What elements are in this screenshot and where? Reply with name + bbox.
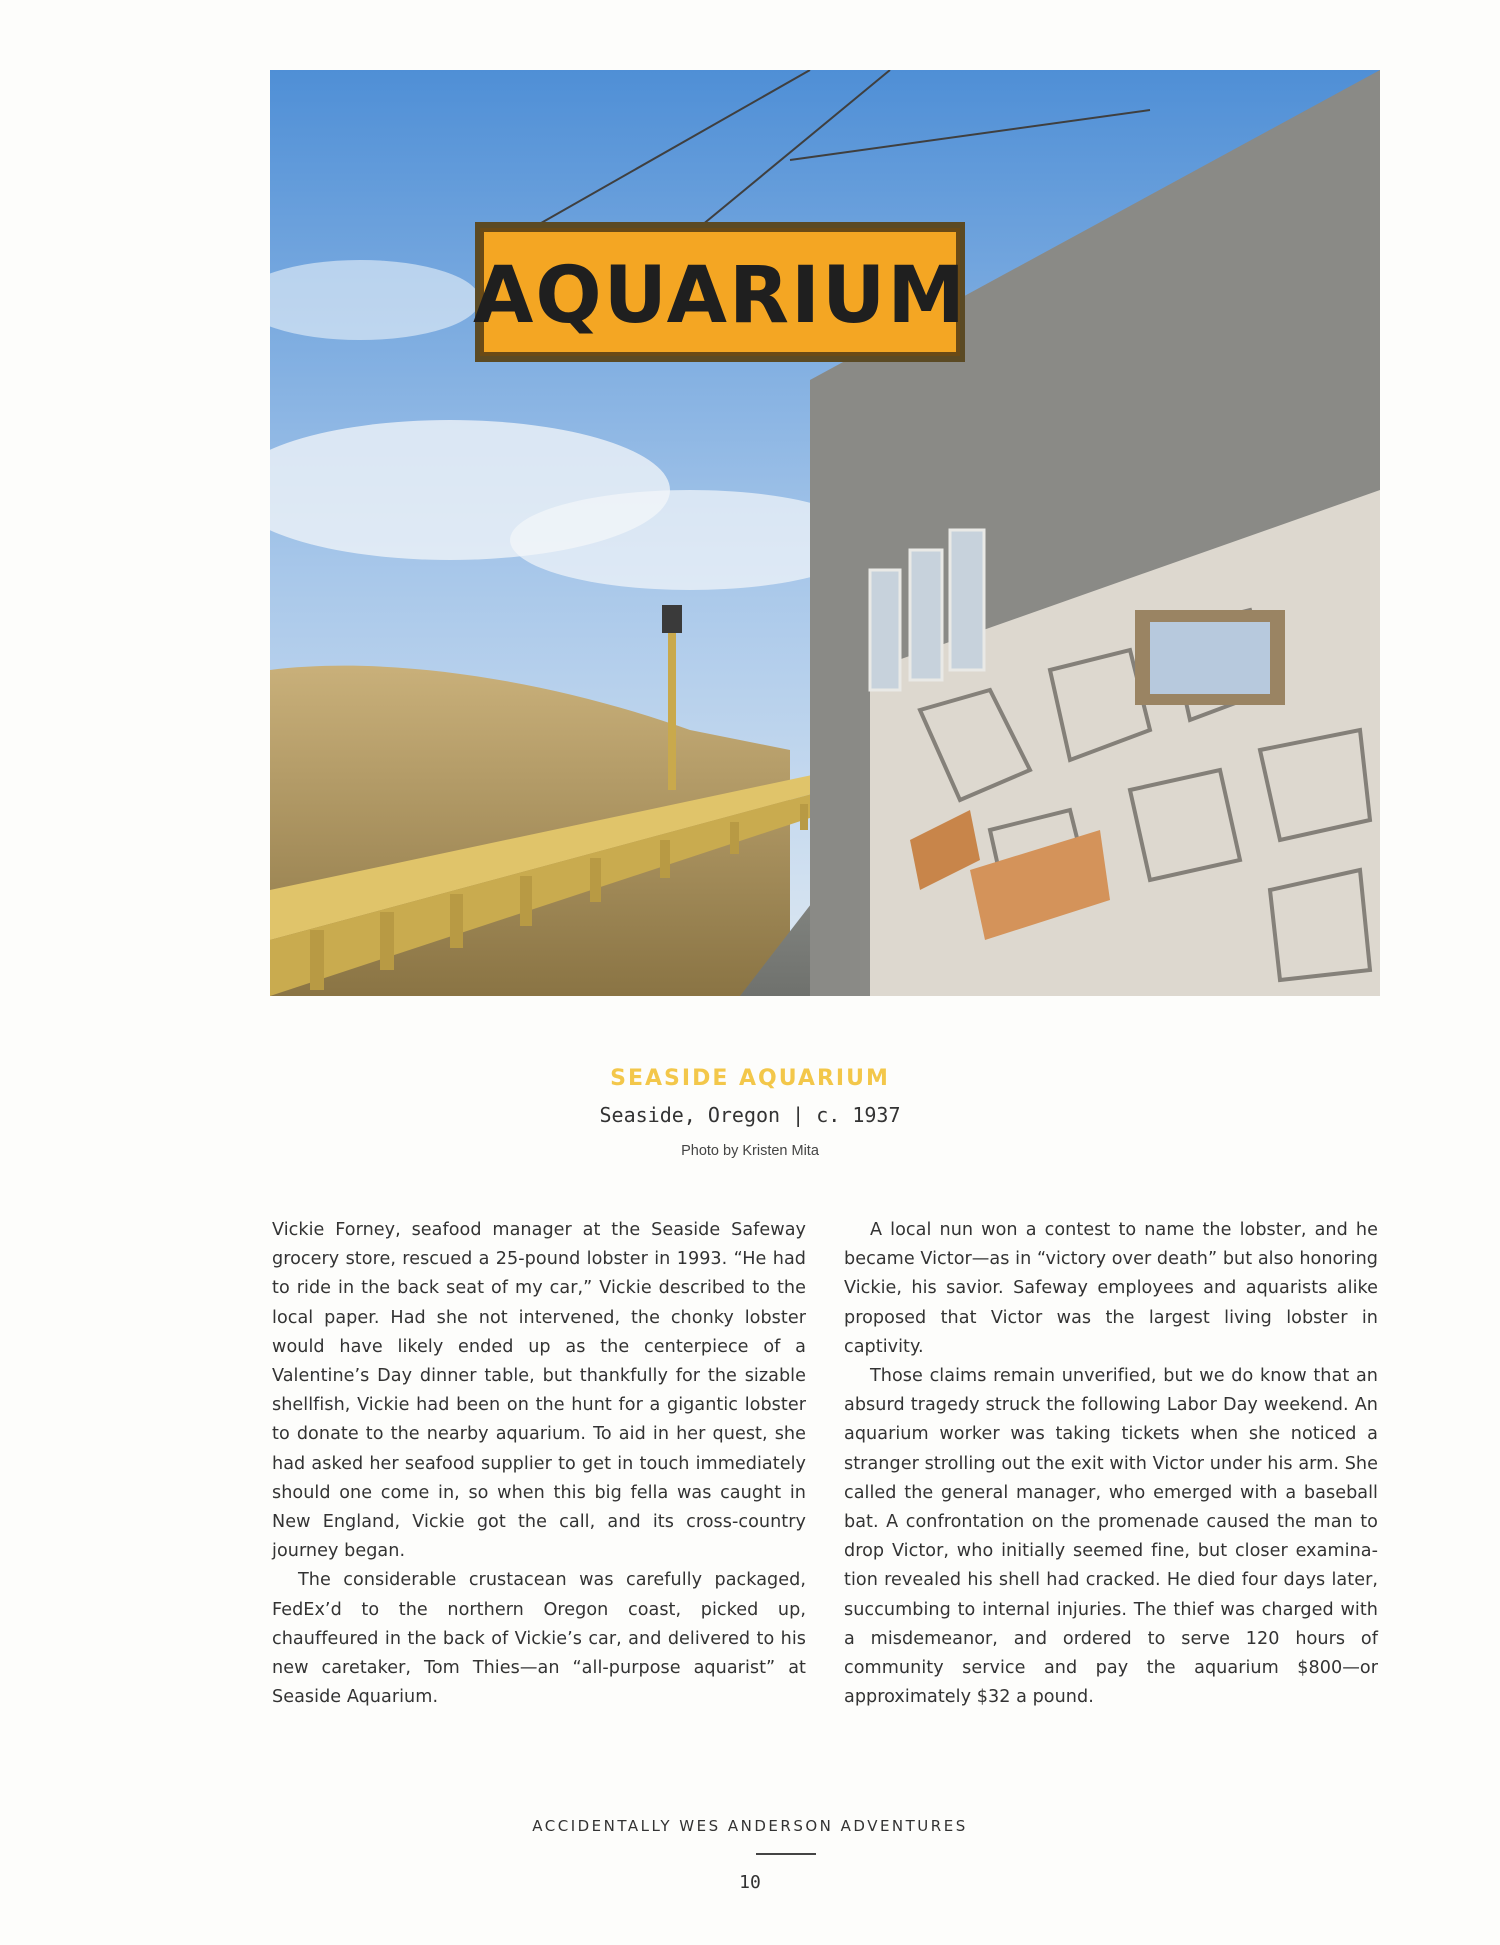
photo-credit: Photo by Kristen Mita (681, 1143, 819, 1159)
sign-text: AQUARIUM (472, 251, 968, 341)
footer-publication-title: ACCIDENTALLY WES ANDERSON ADVENTURES (532, 1817, 968, 1835)
aquarium-photo (270, 70, 1380, 996)
paragraph: The considerable crustacean was carefully packaged, FedEx’d to the northern Oregon coast, picked up, chauffeured in the back of Vickie’s car, and delivered to his new caretaker, Tom Thies—an “all-purpose aquarist” at Seaside Aquarium. (272, 1570, 806, 1708)
body-column-left (272, 1216, 806, 1712)
footer-divider (756, 1853, 816, 1855)
paragraph: Those claims remain unverified, but we do know that an absurd tragedy struck the following Labor Day weekend. An aquarium worker was taking tickets when she noticed a stranger strolling out the exit with Victor under his arm. She called the general manager, who emerged with a baseball bat. A confrontation on the promenade caused the man to drop Victor, who initially seemed fine, but closer examination revealed his shell had cracked. He died four days later, succumbing to internal injuries. The thief was charged with a misdemeanor, and ordered to serve 120 hours of community service and pay the aquarium $800—or approximately $32 a pound. (844, 1366, 1378, 1708)
page-number: 10 (739, 1872, 761, 1893)
photo-illustration (270, 70, 1380, 996)
paragraph: A local nun won a contest to name the lobster, and he became Victor—as in “victory over death” but also honoring Vickie, his savior. Safeway employees and aquarists alike proposed that Victor was the largest living lobster in captivity. (844, 1220, 1378, 1357)
caption-location: Seaside, Oregon | c. 1937 (599, 1103, 901, 1127)
paragraph: Vickie Forney, seafood manager at the Seaside Safeway grocery store, rescued a 25-pound lobster in 1993. “He had to ride in the back seat of my car,” Vickie described to the local paper. Had she not intervened, the chonky lobster would have likely ended up as the centerpiece of a Valentine’s Day dinner table, but thankfully for the sizable shellfish, Vickie had been on the hunt for a gigantic lobster to donate to the nearby aquarium. To aid in her quest, she had asked her seafood supplier to get in touch immediately should one come in, so when this big fella was caught in New England, Vickie got the call, and its cross-country journey began. (272, 1220, 806, 1562)
caption-title: SEASIDE AQUARIUM (610, 1066, 890, 1091)
body-column-right (844, 1216, 1378, 1712)
